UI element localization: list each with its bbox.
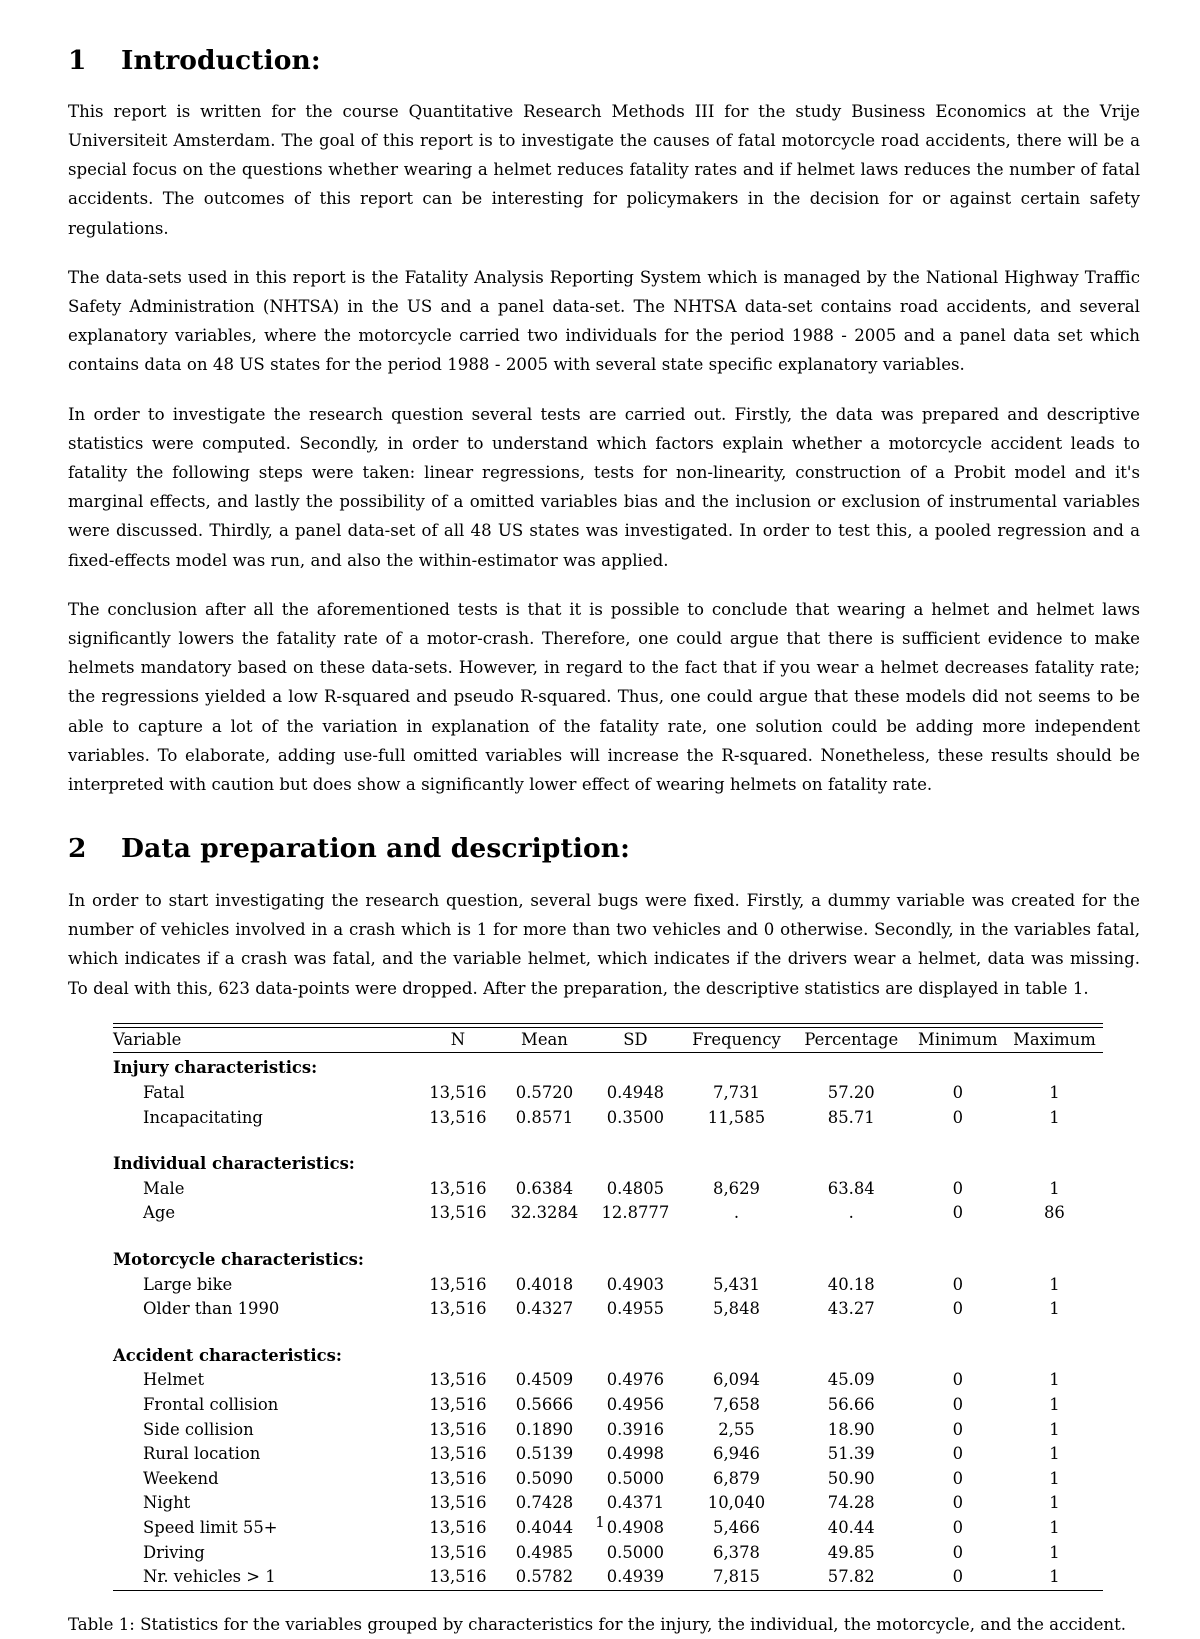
table-group-label: Motorcycle characteristics: (113, 1250, 364, 1270)
table-cell-variable: Weekend (143, 1468, 219, 1488)
table-cell-sd: 0.5000 (606, 1468, 665, 1488)
table-cell-minimum: 0 (952, 1178, 963, 1198)
table-cell-sd: 0.4903 (606, 1274, 665, 1294)
table-group-spacer (417, 1322, 1103, 1369)
table-row (113, 1368, 1103, 1393)
table-cell-frequency: 6,879 (713, 1468, 760, 1488)
table-cell-variable: Helmet (143, 1370, 205, 1390)
paragraph-intro-2: The data-sets used in this report is the Fatality Analysis Reporting System which is managed by the National Highway Traffic Safety Administration (NHTSA) in the US and a panel data-set. The NHTSA data-set contains road accidents, and several explanatory variables, where the motorcycle carried two individuals for the period 1988 - 2005 and a panel data set which contains data on 48 US states for the period 1988 - 2005 with several state specific explanatory variables. (68, 267, 1140, 375)
table-cell-frequency: 7,658 (713, 1395, 760, 1414)
table-cell-frequency: 10,040 (707, 1493, 766, 1513)
table-cell-variable: Rural location (143, 1444, 261, 1464)
table-cell-variable: Age (143, 1203, 176, 1223)
table-cell-maximum: 1 (1049, 1299, 1060, 1319)
table-cell-sd: 0.5000 (606, 1542, 665, 1562)
table-cell-minimum: 0 (952, 1493, 963, 1513)
table-cell-percentage: 43.27 (827, 1299, 875, 1319)
table-cell-percentage: . (848, 1203, 854, 1223)
table-cell-variable: Fatal (143, 1083, 185, 1103)
table-cell-maximum: 1 (1049, 1274, 1060, 1294)
table-cell-sd: 0.4998 (606, 1444, 665, 1464)
table-group-spacer (417, 1053, 1103, 1081)
table-cell-mean: 0.1890 (515, 1419, 574, 1439)
table-cell-n: 13,516 (429, 1274, 487, 1294)
table-cell-sd: 0.4948 (606, 1083, 665, 1103)
section-heading-introduction (68, 45, 1140, 77)
table-cell-mean: 0.7428 (515, 1493, 574, 1513)
table-group-spacer (417, 1130, 1103, 1177)
paragraph-intro-1: This report is written for the course Quantitative Research Methods III for the study Business Economics at the Vrije Universiteit Amsterdam. The goal of this report is to investigate the causes of fatal motorcycle road accidents, there will be a special focus on the questions whether wearing a helmet reduces fatality rates and if helmet laws reduces the number of fatal accidents. The outcomes of this report can be interesting for policymakers in the decision for or against certain safety regulations. (68, 101, 1140, 238)
table-row (113, 1442, 1103, 1467)
table-cell-n: 13,516 (429, 1468, 487, 1488)
table-cell-mean: 32.3284 (510, 1203, 579, 1223)
table-row (113, 1081, 1103, 1106)
table-cell-minimum: 0 (952, 1542, 963, 1562)
table-cell-frequency: . (733, 1203, 740, 1223)
table-cell-minimum: 0 (952, 1274, 963, 1294)
table-cell-minimum: 0 (952, 1517, 963, 1537)
table-cell-mean: 0.8571 (515, 1107, 574, 1127)
table-cell-percentage: 50.90 (827, 1468, 875, 1488)
table-cell-n: 13,516 (429, 1299, 487, 1319)
table-row (113, 1297, 1103, 1322)
table-cell-sd: 0.4939 (606, 1567, 665, 1587)
table-cell-percentage: 57.82 (827, 1567, 875, 1587)
table-cell-frequency: 6,094 (713, 1370, 760, 1390)
column-header-variable: Variable (113, 1027, 417, 1053)
table-cell-minimum: 0 (952, 1419, 963, 1439)
table-cell-percentage: 85.71 (827, 1107, 875, 1127)
table-cell-variable: Frontal collision (143, 1395, 279, 1414)
table-cell-maximum: 1 (1049, 1419, 1060, 1439)
table-bottom-rule (113, 1590, 1103, 1593)
table-cell-maximum: 1 (1049, 1468, 1060, 1488)
table-cell-mean: 0.4985 (515, 1542, 574, 1562)
table-cell-mean: 0.4327 (515, 1299, 574, 1319)
table-cell-n: 13,516 (429, 1203, 487, 1223)
table-group-row (113, 1226, 1103, 1273)
table-cell-frequency: 7,731 (713, 1083, 760, 1103)
table-cell-percentage: 51.39 (827, 1444, 875, 1464)
table-cell-percentage: 40.44 (827, 1517, 875, 1537)
table-cell-frequency: 5,848 (713, 1299, 760, 1319)
table-cell-minimum: 0 (952, 1299, 963, 1319)
paragraph-intro-4: The conclusion after all the aforementioned tests is that it is possible to conclude that wearing a helmet and helmet laws significantly lowers the fatality rate of a motor-crash. Therefore, one could argue that there is sufficient evidence to make helmets mandatory based on these data-sets. However, in regard to the fact that if you wear a helmet decreases fatality rate; the regressions yielded a low R-squared and pseudo R-squared. Thus, one could argue that these models did not seems to be able to capture a lot of the variation in explanation of the fatality rate, one solution could be adding more independent variables. To elaborate, adding use-full omitted variables will increase the R-squared. Nonetheless, these results should be interpreted with caution but does show a significantly lower effect of wearing helmets on fatality rate. (68, 599, 1140, 795)
table-group-label: Injury characteristics: (113, 1058, 318, 1078)
table-cell-n: 13,516 (429, 1370, 487, 1390)
table-cell-n: 13,516 (429, 1083, 487, 1103)
table-cell-minimum: 0 (952, 1370, 963, 1390)
table-cell-mean: 0.5782 (515, 1567, 574, 1587)
table-cell-mean: 0.4044 (515, 1517, 574, 1537)
table-cell-frequency: 6,378 (713, 1542, 760, 1562)
table-cell-minimum: 0 (952, 1107, 963, 1127)
table-cell-variable: Night (143, 1493, 191, 1513)
table-cell-sd: 0.3500 (606, 1107, 665, 1127)
table-cell-variable: Nr. vehicles > 1 (143, 1567, 276, 1587)
section-title: Introduction: (121, 45, 321, 76)
table-cell-maximum: 1 (1049, 1444, 1060, 1464)
table-cell-sd: 0.4371 (606, 1493, 665, 1513)
table-cell-n: 13,516 (429, 1517, 487, 1537)
table-cell-maximum: 1 (1049, 1370, 1060, 1390)
table-cell-sd: 0.4976 (606, 1370, 665, 1390)
column-header-maximum: Maximum (1006, 1027, 1103, 1053)
paragraph-data-1: In order to start investigating the research question, several bugs were fixed. Firstly, a dummy variable was created for the number of vehicles involved in a crash which is 1 for more than two vehicles and 0 otherwise. Secondly, in the variables fatal, which indicates if a crash was fatal, and the variable helmet, which indicates if the drivers wear a helmet, data was missing. To deal with this, 623 data-points were dropped. After the preparation, the descriptive statistics are displayed in table 1. (68, 891, 1140, 998)
table-cell-mean: 0.4018 (515, 1274, 574, 1294)
table-cell-n: 13,516 (429, 1493, 487, 1513)
table-row (113, 1201, 1103, 1226)
page-number: 1 (595, 1513, 605, 1531)
table-group-label: Accident characteristics: (113, 1345, 342, 1365)
column-header-sd: SD (591, 1027, 681, 1053)
table-cell-sd: 0.3916 (606, 1419, 665, 1439)
table-cell-variable: Speed limit 55+ (143, 1517, 278, 1537)
table-cell-frequency: 8,629 (713, 1178, 760, 1198)
table-cell-mean: 0.5666 (515, 1395, 574, 1414)
table-cell-maximum: 1 (1049, 1542, 1060, 1562)
table-cell-percentage: 18.90 (827, 1419, 875, 1439)
table-cell-sd: 0.4956 (606, 1395, 665, 1414)
table-cell-minimum: 0 (952, 1444, 963, 1464)
table-cell-n: 13,516 (429, 1542, 487, 1562)
table-cell-variable: Large bike (143, 1274, 233, 1294)
table-cell-minimum: 0 (952, 1395, 963, 1414)
column-header-minimum: Minimum (910, 1027, 1006, 1053)
table-cell-maximum: 1 (1049, 1107, 1060, 1127)
table-cell-n: 13,516 (429, 1419, 487, 1439)
table-cell-percentage: 63.84 (827, 1178, 875, 1198)
section-number: 2 (68, 833, 87, 865)
table-cell-mean: 0.5090 (515, 1468, 574, 1488)
table-cell-frequency: 11,585 (707, 1107, 766, 1127)
table-cell-frequency: 5,466 (713, 1517, 760, 1537)
table-cell-percentage: 40.18 (827, 1274, 875, 1294)
table-row (113, 1273, 1103, 1298)
table-cell-percentage: 56.66 (827, 1395, 875, 1414)
table-cell-frequency: 7,815 (713, 1567, 760, 1587)
table-cell-percentage: 74.28 (827, 1493, 875, 1513)
table-cell-maximum: 1 (1049, 1493, 1060, 1513)
column-header-frequency: Frequency (680, 1027, 793, 1053)
table-cell-maximum: 1 (1049, 1517, 1060, 1537)
table-cell-percentage: 57.20 (827, 1083, 875, 1103)
table-cell-mean: 0.6384 (515, 1178, 574, 1198)
table-cell-maximum: 1 (1049, 1083, 1060, 1103)
table-cell-maximum: 86 (1043, 1203, 1065, 1223)
table-cell-n: 13,516 (429, 1395, 487, 1414)
table-cell-minimum: 0 (952, 1203, 963, 1223)
table-cell-mean: 0.4509 (515, 1370, 574, 1390)
table-cell-minimum: 0 (952, 1567, 963, 1587)
table-row (113, 1418, 1103, 1443)
page-content (68, 45, 1140, 1639)
statistics-table (113, 1023, 1103, 1593)
table-cell-n: 13,516 (429, 1178, 487, 1198)
column-header-mean: Mean (498, 1027, 590, 1053)
table-cell-variable: Side collision (143, 1419, 254, 1439)
table-cell-variable: Male (143, 1178, 185, 1198)
table-cell-frequency: 6,946 (713, 1444, 760, 1464)
section-number: 1 (68, 45, 87, 76)
table-cell-variable: Incapacitating (143, 1107, 263, 1127)
table-cell-maximum: 1 (1049, 1567, 1060, 1587)
table-cell-variable: Older than 1990 (143, 1299, 280, 1319)
table-cell-sd: 0.4908 (606, 1517, 665, 1537)
section-heading-data-preparation (68, 833, 1140, 865)
table-group-spacer (417, 1226, 1103, 1273)
table-cell-percentage: 49.85 (827, 1542, 875, 1562)
paragraph-intro-3: In order to investigate the research question several tests are carried out. Firstly, the data was prepared and descriptive statistics were computed. Secondly, in order to understand which factors explain whether a motorcycle accident leads to fatality the following steps were taken: linear regressions, tests for non-linearity, construction of a Probit model and it's marginal effects, and lastly the possibility of a omitted variables bias and the inclusion or exclusion of instrumental variables were discussed. Thirdly, a panel data-set of all 48 US states was investigated. In order to test this, a pooled regression and a fixed-effects model was run, and also the within-estimator was applied. (68, 404, 1140, 570)
table-cell-minimum: 0 (952, 1083, 963, 1103)
table-container (68, 1023, 1140, 1593)
table-cell-n: 13,516 (429, 1567, 487, 1587)
table-cell-sd: 0.4805 (606, 1178, 665, 1198)
table-row (113, 1541, 1103, 1566)
table-cell-n: 13,516 (429, 1107, 487, 1127)
table-cell-percentage: 45.09 (827, 1370, 875, 1390)
table-cell-frequency: 2,55 (718, 1419, 755, 1439)
table-cell-minimum: 0 (952, 1468, 963, 1488)
table-cell-frequency: 5,431 (713, 1274, 760, 1294)
table-row (113, 1565, 1103, 1590)
table-row (113, 1106, 1103, 1131)
table-group-row (113, 1322, 1103, 1369)
column-header-percentage: Percentage (793, 1027, 910, 1053)
table-cell-mean: 0.5139 (515, 1444, 574, 1464)
table-caption: Table 1: Statistics for the variables grouped by characteristics for the injury, the individual, the motorcycle, and the accident. (68, 1614, 1127, 1634)
section-title: Data preparation and description: (121, 833, 630, 865)
table-cell-sd: 12.8777 (601, 1203, 670, 1223)
table-row (113, 1467, 1103, 1492)
table-cell-variable: Driving (143, 1542, 205, 1562)
table-cell-sd: 0.4955 (606, 1299, 665, 1319)
table-cell-maximum: 1 (1049, 1395, 1060, 1414)
table-group-row (113, 1053, 1103, 1081)
column-header-n: N (417, 1027, 498, 1053)
table-group-row (113, 1130, 1103, 1177)
table-header-row (113, 1027, 1103, 1053)
table-row (113, 1393, 1103, 1418)
table-cell-n: 13,516 (429, 1444, 487, 1464)
table-cell-mean: 0.5720 (515, 1083, 574, 1103)
table-group-label: Individual characteristics: (113, 1154, 355, 1174)
table-cell-maximum: 1 (1049, 1178, 1060, 1198)
table-row (113, 1177, 1103, 1202)
